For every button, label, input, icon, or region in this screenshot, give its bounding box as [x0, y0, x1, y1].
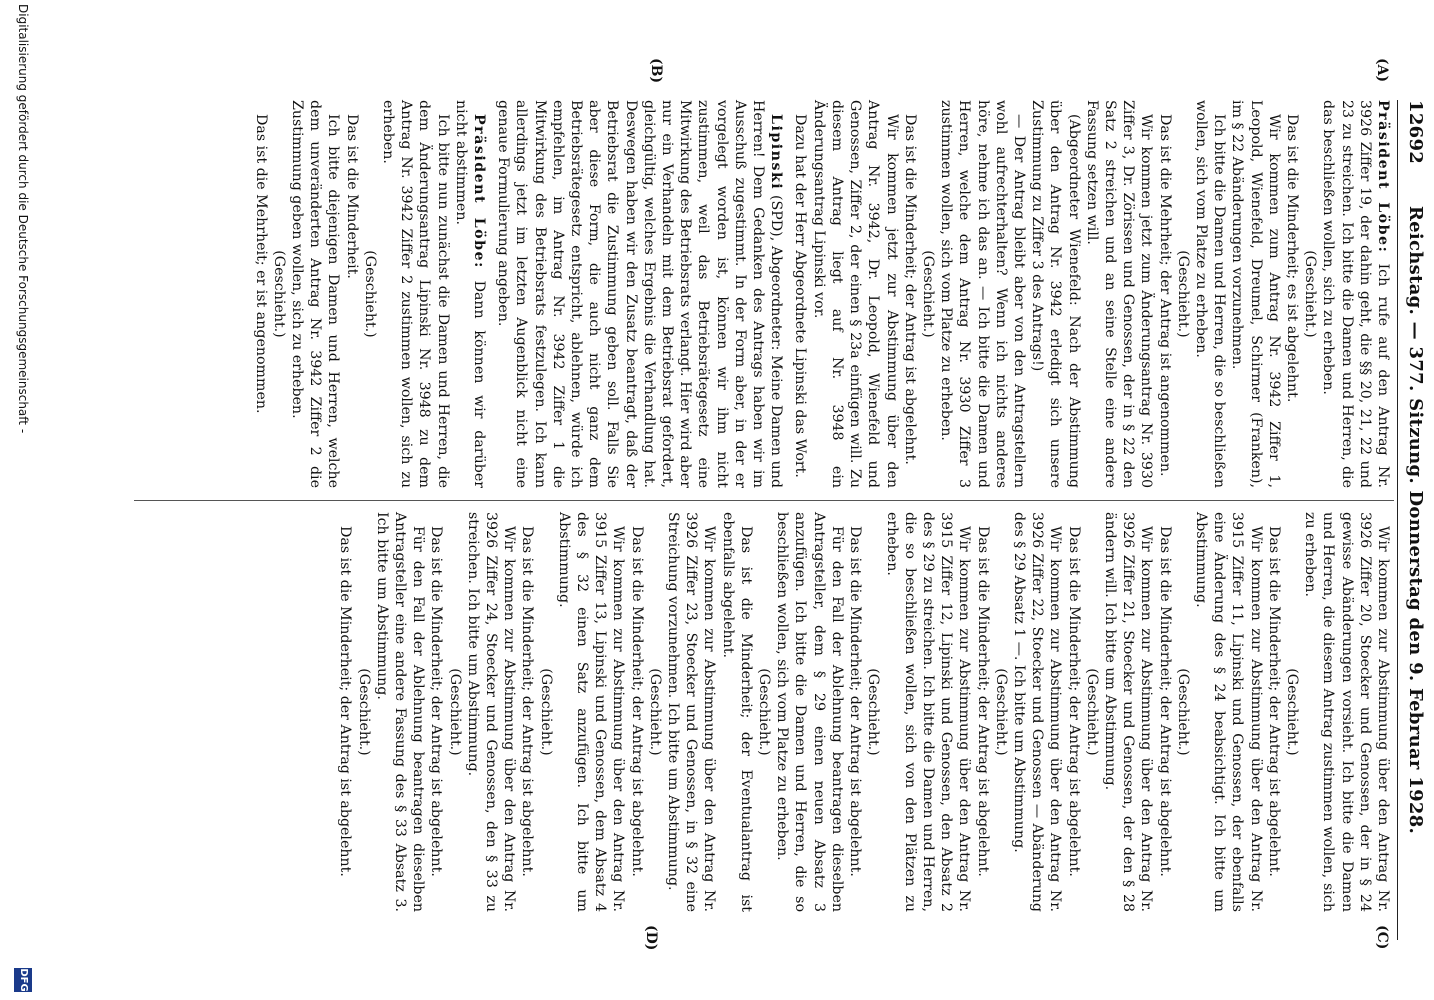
paragraph-text: (Geschieht.) — [1283, 668, 1300, 756]
paragraph-text: Ich bitte die Damen und Herren, die so beschließen wollen, sich vom Platze zu erheben. — [1192, 100, 1228, 488]
paragraph — [1028, 100, 1083, 488]
paragraph — [1155, 100, 1173, 488]
paragraph-text: Wir kommen jetzt zum Änderungsantrag Nr. 3930 Ziffer 3, Dr. Zörissen und Genossen, der in § 22 den Satz 2 streichen und an seine Stelle eine andere Fassung setzen will. — [1083, 100, 1155, 488]
paragraph — [1010, 512, 1065, 912]
paragraph-text: Ich bitte nun zunächst die Damen und Herren, die dem Änderungsantrag Lipinski Nr. 3948 zu dem Antrag Nr. 3942 Ziffer 2 zustimmen wollen, sich zu erheben. — [380, 100, 451, 488]
paragraph — [1265, 512, 1283, 912]
paragraph-text: (Abgeordneter Wienefeld: Nach der Abstimmung über den Antrag Nr. 3942 erledigt sich unsere Zustimmung zu Ziffer 3 des Antrags!) — [1029, 100, 1082, 488]
page-title: Reichstag. — 377. Sitzung. Donnerstag den 9. Februar 1928. — [1405, 205, 1426, 835]
paragraph — [1319, 100, 1392, 488]
paragraph-text: Ich rufe auf den Antrag Nr. 3926 Ziffer 19, der dahin geht, die §§ 20, 21, 22 und 23 zu streichen. Ich bitte die Damen und Herren, die das beschließen wollen, sich zu erheben. — [1320, 100, 1391, 489]
paragraph — [1083, 100, 1156, 488]
paragraph — [373, 512, 428, 912]
paragraph-text: Das ist die Minderheit; der Antrag ist abgelehnt. — [1065, 526, 1082, 877]
paragraph — [342, 100, 360, 488]
paragraph — [773, 512, 846, 912]
paragraph — [1174, 512, 1192, 912]
paragraph-text: (Geschieht.) — [355, 668, 372, 756]
paragraph-text: Dann können wir darüber nicht abstimmen. — [452, 100, 488, 489]
paragraph — [464, 512, 519, 912]
paragraph-text: Dazu hat der Herr Abgeordnete Lipinski das Wort. — [792, 114, 809, 478]
paragraph — [755, 512, 773, 912]
paragraph — [846, 512, 864, 912]
paragraph — [627, 512, 645, 912]
paragraph-text: Das ist die Mehrheit; der Antrag ist angenommen. — [1156, 114, 1173, 477]
paragraph — [1301, 512, 1392, 912]
paragraph-text: (Geschieht.) — [446, 668, 463, 756]
paragraph — [718, 512, 754, 912]
paragraph-text: (Geschieht.) — [537, 668, 554, 756]
paragraph — [1155, 512, 1173, 912]
paragraph-text: (Geschieht.) — [361, 250, 378, 338]
paragraph — [1083, 512, 1101, 912]
speaker-name: Präsident Löbe: — [471, 114, 488, 269]
paragraph — [518, 512, 536, 912]
paragraph-text: (Geschieht.) — [1302, 250, 1319, 338]
paragraph-text: Für den Fall der Ablehnung beantragen dieselben Antragsteller, dem § 29 einen neuen Absatz 3 anzufügen. Ich bitte die Damen und Herren, die so beschließen wollen, sich vom Platze zu erheben. — [774, 512, 845, 912]
paragraph — [288, 100, 343, 488]
paragraph — [1192, 512, 1265, 912]
right-column — [336, 512, 1392, 912]
paragraph-text: Das ist die Minderheit; der Eventualantrag ist ebenfalls abgelehnt. — [719, 512, 754, 912]
paragraph-text: Wir kommen zur Abstimmung über den Antrag Nr. 3926 Ziffer 23, Stoecker und Genossen, in § 32 eine Streichung vorzunehmen. Ich bitte um Abstimmung. — [665, 512, 718, 912]
paragraph — [1064, 512, 1082, 912]
margin-mark-d: (D) — [643, 925, 659, 951]
page-number: 12692 — [1405, 100, 1426, 165]
margin-mark-c: (C) — [1374, 925, 1390, 950]
paragraph-text: Wir kommen jetzt zur Abstimmung über den Antrag Nr. 3942, Dr. Leopold, Wienefeld und Genossen, Ziffer 2, der einen § 23a einfügen will. Zu diesem Antrag liegt auf Nr. 3948 ein Änderungsantrag Lipinski vor. — [810, 100, 900, 488]
paragraph — [882, 512, 973, 912]
paragraph — [1228, 100, 1283, 488]
paragraph — [361, 100, 379, 488]
paragraph — [1283, 512, 1301, 912]
paragraph — [494, 100, 785, 488]
paragraph-text: Das ist die Minderheit; der Antrag ist abgelehnt. — [901, 114, 918, 465]
paragraph-text: Ich bitte diejenigen Damen und Herren, welche dem unveränderten Antrag Nr. 3942 Ziffer 2 die Zustimmung geben wollen, sich zu erheben. — [289, 100, 342, 488]
paragraph-text: Wir kommen zur Abstimmung über den Antrag Nr. 3926 Ziffer 21, Stoecker und Genossen, der den § 28 ändern will. Ich bitte um Abstimmung. — [1101, 512, 1155, 912]
header-rule — [1397, 100, 1398, 940]
speaker-name: Lipinski — [768, 114, 785, 191]
paragraph — [901, 100, 919, 488]
margin-mark-a: (A) — [1374, 58, 1390, 83]
left-column — [251, 100, 1392, 488]
paragraph-text: (Geschieht.) — [919, 250, 936, 338]
footer — [6, 0, 34, 1000]
paragraph — [919, 100, 937, 488]
paragraph-text: Das ist die Minderheit; der Antrag ist abgelehnt. — [1265, 526, 1282, 877]
paragraph-text: Für den Fall der Ablehnung beantragen dieselben Antragsteller eine andere Fassung des § 33 Absatz 3. Ich bitte um Abstimmung. — [373, 512, 427, 912]
dfg-logo: DFG — [14, 968, 32, 992]
funding-note: Digitalisierung gefördert durch die Deutsche Forschungsgemeinschaft - — [16, 4, 30, 434]
paragraph-text: Das ist die Minderheit. — [343, 114, 360, 279]
paragraph-text: Das ist die Minderheit; der Antrag ist abgelehnt. — [519, 526, 536, 877]
paragraph — [251, 100, 269, 488]
column-divider — [134, 500, 1394, 501]
paragraph — [336, 512, 354, 912]
paragraph-text: Wir kommen zum Antrag Nr. 3942 Ziffer 1, Leopold, Wienefeld, Dreumel, Schirmer (Franken), im § 22 Abänderungen vorzunehmen. — [1229, 100, 1282, 488]
paragraph — [1301, 100, 1319, 488]
paragraph — [973, 512, 991, 912]
paragraph — [646, 512, 664, 912]
paragraph-text: (Geschieht.) — [1174, 250, 1191, 338]
paragraph-text: (Geschieht.) — [1174, 668, 1191, 756]
paragraph-text: (Geschieht.) — [992, 668, 1009, 756]
paragraph — [452, 100, 488, 488]
paragraph — [791, 100, 809, 488]
paragraph-text: Wir kommen zur Abstimmung über den Antrag Nr. 3915 Ziffer 13, Lipinski und Genossen, dem Absatz 4 des § 32 einen Satz anzufügen. Ich bitte um Abstimmung. — [555, 512, 627, 912]
paragraph-text: Das ist die Minderheit; der Antrag ist abgelehnt. — [428, 526, 445, 877]
speaker-name: Präsident Löbe: — [1375, 100, 1391, 254]
paragraph — [536, 512, 554, 912]
paragraph-text: (Geschieht.) — [756, 668, 773, 756]
paragraph — [354, 512, 372, 912]
paragraph-text: Das ist die Minderheit; der Antrag ist abgelehnt. — [337, 526, 354, 877]
paragraph — [664, 512, 719, 912]
paragraph — [1283, 100, 1301, 488]
paragraph-text: Das ist die Minderheit; der Antrag ist abgelehnt. — [1156, 526, 1173, 877]
paragraph-text: (SPD), Abgeordneter: Meine Damen und Herren! Dem Gedanken des Antrags haben wir im Ausschuß zugestimmt. In der Form aber, in der er vorgelegt worden ist, können wir ihm nicht zustimmen, weil das Betriebsrätegesetz eine Mitwirkung des Betriebsrats verlangt. Hier wird aber nur ein Verhandeln mit dem Betriebsrat gefordert, gleichgültig, welches Ergebnis die Verhandlung hat. Deswegen haben wir den Zusatz beantragt, daß der Betriebsrat die Zustimmung geben soll. Falls Sie aber diese Form, die auch nicht ganz dem Betriebsrätegesetz entspricht, ablehnen, würde ich empfehlen, im Antrag Nr. 3942 Ziffer 1 die Mitwirkung des Betriebsrats festzulegen. Ich kann allerdings jetzt im letzten Augenblick nicht eine genaue Formulierung angeben. — [495, 100, 785, 488]
paragraph-text: (Geschieht.) — [270, 250, 287, 338]
paragraph-text: (Geschieht.) — [646, 668, 663, 756]
paragraph — [270, 100, 288, 488]
paragraph-text: Wir kommen zur Abstimmung über den Antrag Nr. 3926 Ziffer 20, Stoecker und Genossen, der in § 24 gewisse Abänderungen vorsieht. Ich bitte die Damen und Herren, die diesem Antrag zustimmen wollen, sich zu erheben. — [1302, 512, 1391, 912]
paragraph-text: Das ist die Minderheit; der Antrag ist abgelehnt. — [974, 526, 991, 877]
paragraph-text: (Geschieht.) — [1083, 668, 1100, 756]
paragraph — [1174, 100, 1192, 488]
paragraph — [445, 512, 463, 912]
paragraph — [427, 512, 445, 912]
paragraph-text: Das ist die Minderheit; der Antrag ist abgelehnt. — [628, 526, 645, 877]
paragraph-text: (Geschieht.) — [865, 668, 882, 756]
paragraph-text: Wir kommen zur Abstimmung über den Antrag Nr. 3926 Ziffer 24, Stoecker und Genossen, den § 33 zu streichen. Ich bitte um Abstimmung. — [464, 512, 518, 912]
paragraph-text: Das ist die Minderheit; der Antrag ist abgelehnt. — [847, 526, 864, 877]
margin-mark-b: (B) — [648, 58, 664, 84]
paragraph — [1192, 100, 1228, 488]
paragraph — [937, 100, 1028, 488]
paragraph — [992, 512, 1010, 912]
paragraph — [1101, 512, 1156, 912]
paragraph-text: Das ist die Mehrheit; er ist angenommen. — [252, 114, 269, 414]
paragraph-text: — Der Antrag bleibt aber von den Antragstellern wohl aufrechterhalten? Wenn ich nichts anderes höre, nehme ich das an. — Ich bitte die Damen und Herren, welche dem Antrag Nr. 3930 Ziffer 3 zustimmen wollen, sich vom Platze zu erheben. — [938, 100, 1027, 488]
page-header — [1400, 100, 1426, 940]
paragraph-text: Das ist die Minderheit; es ist abgelehnt. — [1283, 114, 1300, 403]
paragraph-text: Wir kommen zur Abstimmung über den Antrag Nr. 3926 Ziffer 22, Stoecker und Genossen — Abänderung des § 29 Absatz 1 —. Ich bitte um Abstimmung. — [1010, 512, 1064, 912]
paragraph — [555, 512, 628, 912]
paragraph-text: Wir kommen zur Abstimmung über den Antrag Nr. 3915 Ziffer 11, Lipinski und Genossen, der ebenfalls eine Änderung des § 24 beabsichtigt. Ich bitte um Abstimmung. — [1192, 512, 1264, 912]
paragraph — [810, 100, 901, 488]
paragraph-text: Wir kommen zur Abstimmung über den Antrag Nr. 3915 Ziffer 12, Lipinski und Genossen, den Absatz 2 des § 29 zu streichen. Ich bitte die Damen und Herren, die so beschließen wollen, sich von den Plätzen zu erheben. — [883, 512, 973, 912]
paragraph — [864, 512, 882, 912]
paragraph — [379, 100, 452, 488]
